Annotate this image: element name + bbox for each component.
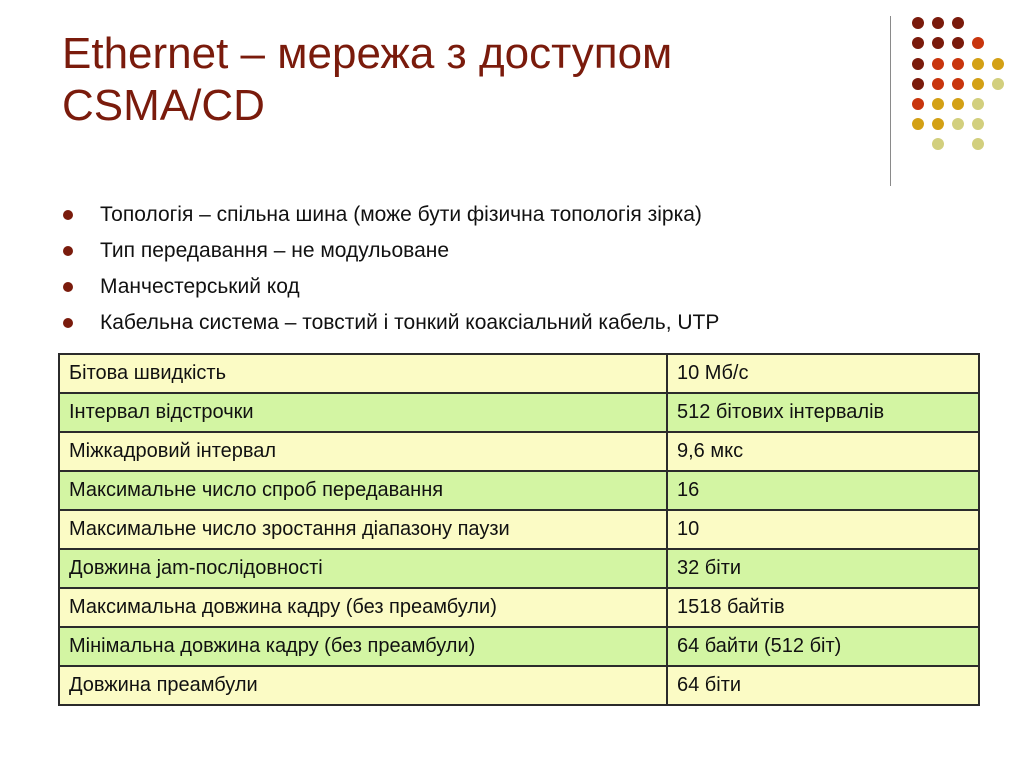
table-row bbox=[59, 354, 979, 393]
bullet-dot-icon bbox=[63, 318, 73, 328]
param-value-cell: 9,6 мкс bbox=[667, 432, 979, 471]
bullet-dot-icon bbox=[63, 246, 73, 256]
bullet-item bbox=[62, 233, 719, 269]
param-value-cell: 10 bbox=[667, 510, 979, 549]
table-row bbox=[59, 471, 979, 510]
table-row bbox=[59, 588, 979, 627]
param-value-cell: 64 біти bbox=[667, 666, 979, 705]
param-value-cell: 64 байти (512 біт) bbox=[667, 627, 979, 666]
table-row bbox=[59, 432, 979, 471]
param-value-cell: 10 Мб/с bbox=[667, 354, 979, 393]
table-row bbox=[59, 666, 979, 705]
param-value-cell: 16 bbox=[667, 471, 979, 510]
param-name-cell: Довжина преамбули bbox=[59, 666, 667, 705]
param-value-cell: 512 бітових інтервалів bbox=[667, 393, 979, 432]
param-name-cell: Міжкадровий інтервал bbox=[59, 432, 667, 471]
bullet-text: Топологія – спільна шина (може бути фізична топологія зірка) bbox=[100, 203, 702, 226]
bullet-item bbox=[62, 269, 719, 305]
param-value-cell: 1518 байтів bbox=[667, 588, 979, 627]
param-name-cell: Максимальна довжина кадру (без преамбули) bbox=[59, 588, 667, 627]
slide-title-line-2: CSMA/CD bbox=[62, 81, 265, 130]
bullet-item bbox=[62, 305, 719, 341]
param-name-cell: Максимальне число спроб передавання bbox=[59, 471, 667, 510]
bullet-text: Кабельна система – товстий і тонкий коаксіальний кабель, UTP bbox=[100, 311, 720, 334]
table-row bbox=[59, 549, 979, 588]
param-name-cell: Мінімальна довжина кадру (без преамбули) bbox=[59, 627, 667, 666]
title-divider bbox=[890, 16, 891, 186]
table-row bbox=[59, 510, 979, 549]
param-name-cell: Довжина jam-послідовності bbox=[59, 549, 667, 588]
bullet-text: Манчестерський код bbox=[100, 275, 300, 298]
table-row bbox=[59, 393, 979, 432]
param-name-cell: Бітова швидкість bbox=[59, 354, 667, 393]
bullet-dot-icon bbox=[63, 282, 73, 292]
param-value-cell: 32 біти bbox=[667, 549, 979, 588]
param-name-cell: Максимальне число зростання діапазону паузи bbox=[59, 510, 667, 549]
bullet-item bbox=[62, 197, 719, 233]
table-row bbox=[59, 627, 979, 666]
bullet-dot-icon bbox=[63, 210, 73, 220]
dot-grid-decoration bbox=[900, 14, 1010, 164]
ethernet-parameters-table bbox=[58, 353, 980, 706]
param-name-cell: Інтервал відстрочки bbox=[59, 393, 667, 432]
slide-title bbox=[62, 28, 882, 132]
slide-title-line-1: Ethernet – мережа з доступом bbox=[62, 29, 673, 78]
bullet-text: Тип передавання – не модульоване bbox=[100, 239, 450, 262]
bullet-list bbox=[62, 197, 719, 341]
